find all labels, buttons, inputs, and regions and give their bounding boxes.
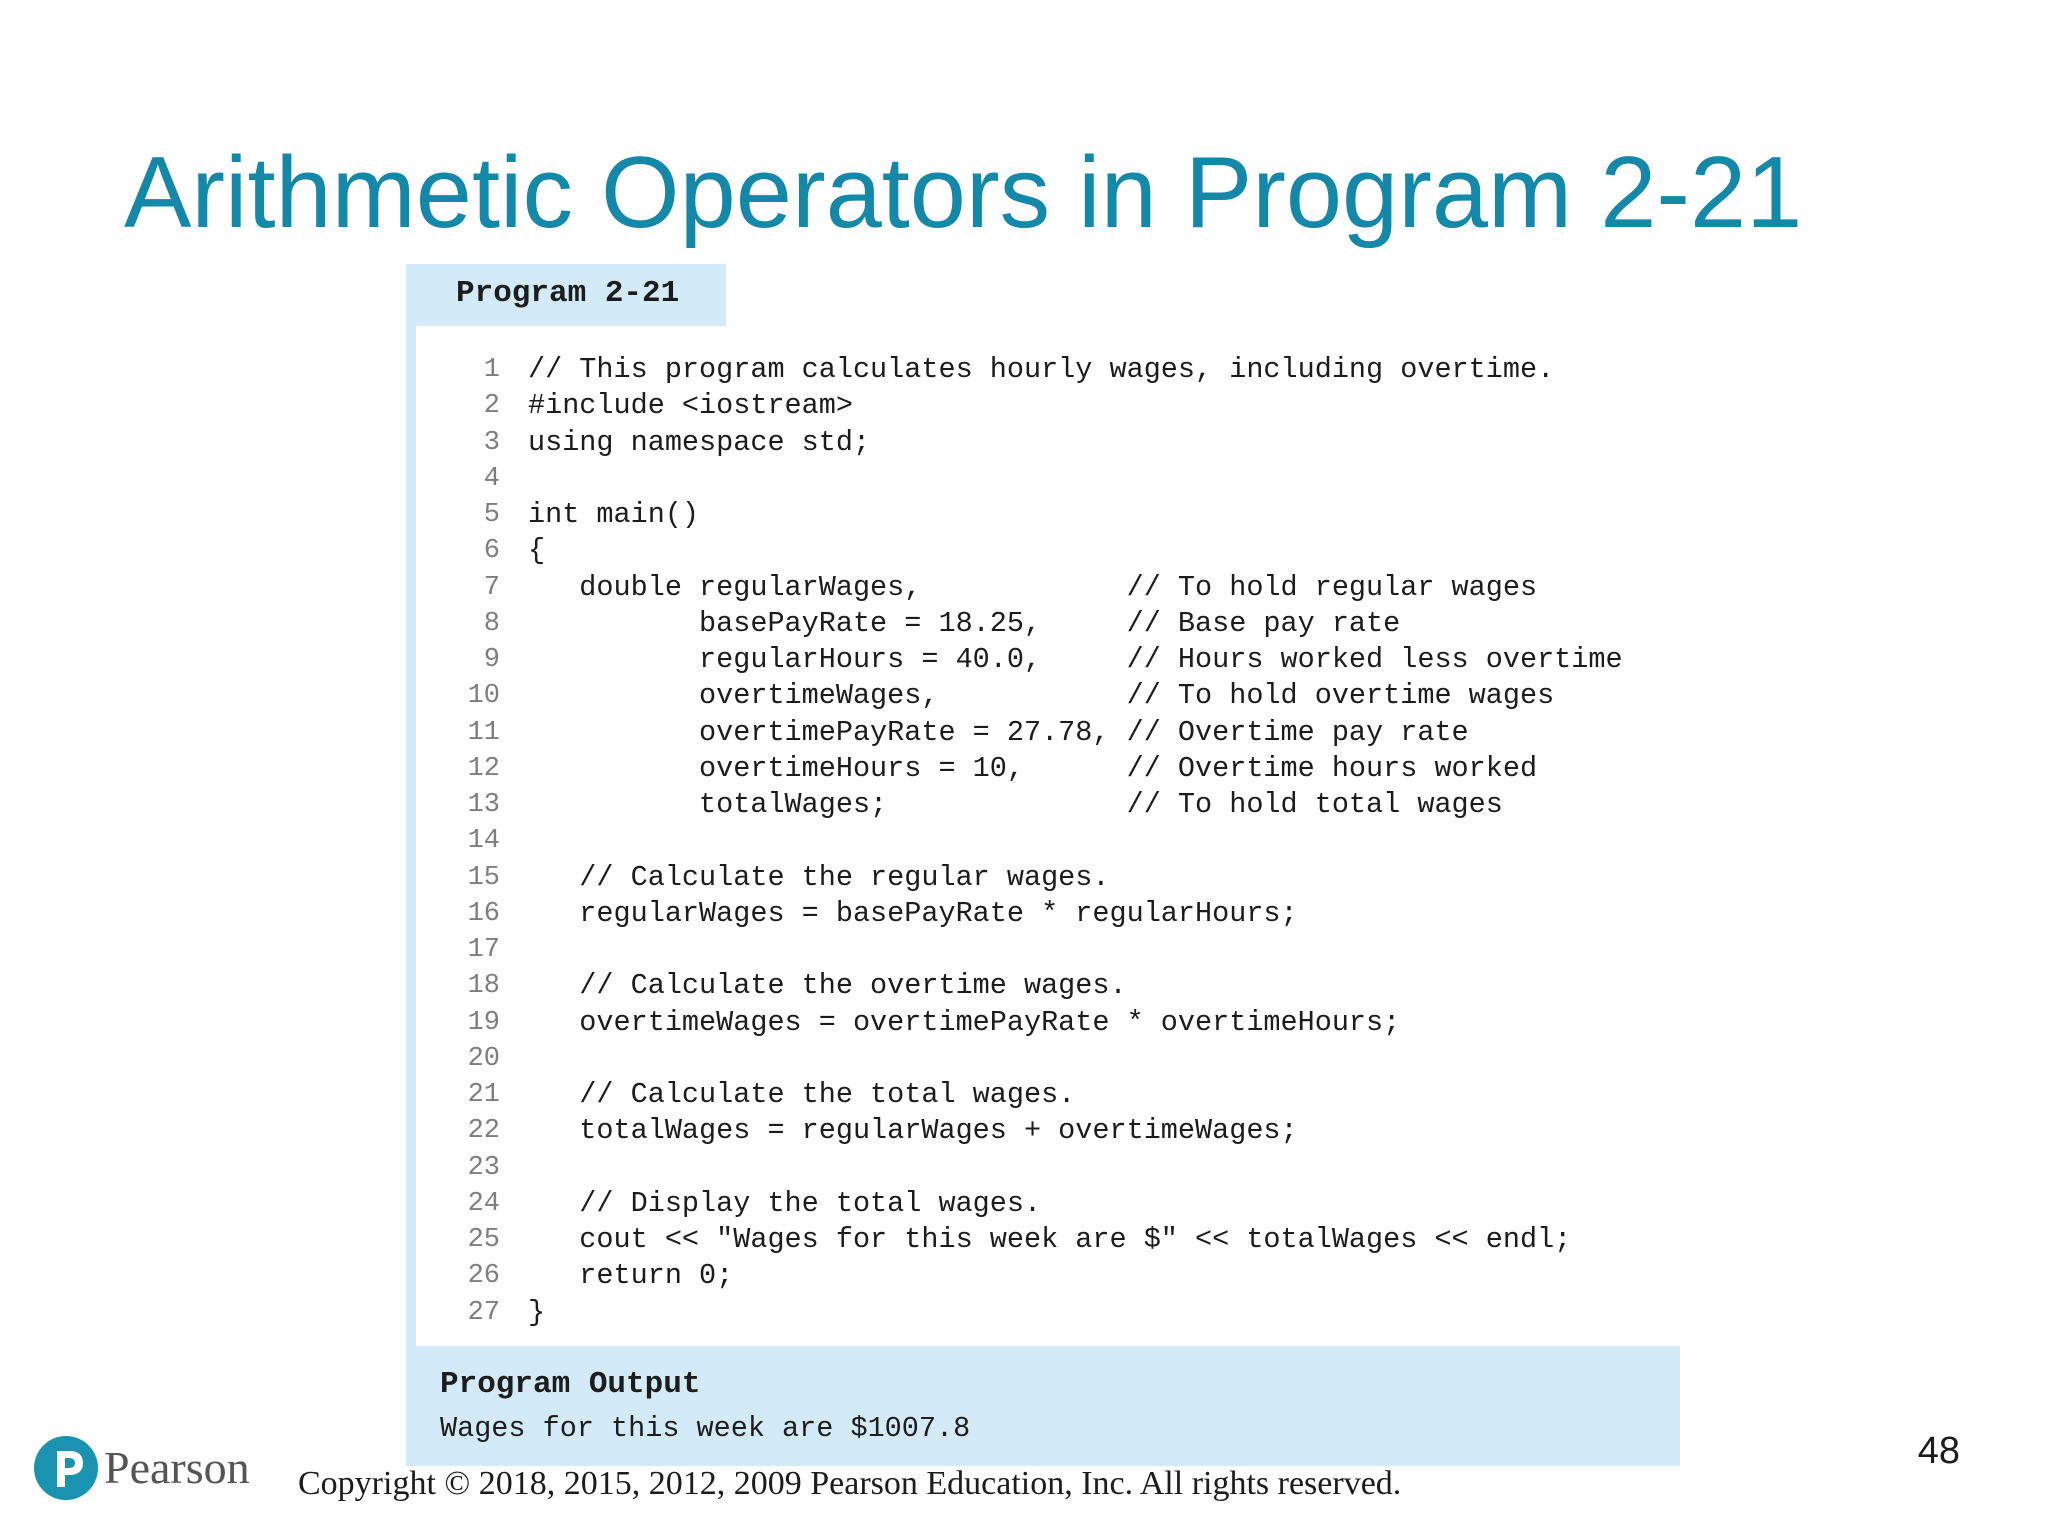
code-line xyxy=(416,751,1680,787)
code-text: int main() xyxy=(528,498,700,531)
code-line xyxy=(416,823,1680,859)
code-line xyxy=(416,1222,1680,1258)
code-text: overtimePayRate = 27.78, // Overtime pay rate xyxy=(528,715,1469,749)
code-line xyxy=(416,1186,1680,1222)
code-text: { xyxy=(528,534,546,568)
code-line xyxy=(416,1113,1680,1149)
line-number: 3 xyxy=(483,427,500,458)
line-number: 7 xyxy=(483,572,500,603)
line-number: 4 xyxy=(483,463,500,494)
line-number: 8 xyxy=(483,608,500,639)
line-number: 16 xyxy=(467,898,500,929)
program-tab xyxy=(406,264,726,326)
code-line xyxy=(416,787,1680,823)
line-number: 14 xyxy=(467,826,500,857)
code-text: using namespace std; xyxy=(528,425,871,459)
line-number: 23 xyxy=(467,1152,500,1183)
code-line xyxy=(416,570,1680,606)
code-text: overtimeWages = overtimePayRate * overtimeHours; xyxy=(528,1005,1401,1039)
line-number: 1 xyxy=(483,355,500,385)
code-text: return 0; xyxy=(528,1259,734,1293)
code-line xyxy=(416,1150,1680,1186)
code-line xyxy=(416,352,1680,388)
line-number: 6 xyxy=(483,536,500,567)
code-line xyxy=(416,497,1680,533)
line-number: 19 xyxy=(467,1007,500,1038)
line-number: 10 xyxy=(467,681,500,712)
code-text: // Display the total wages. xyxy=(528,1186,1042,1220)
code-text: double regularWages, // To hold regular wages xyxy=(528,570,1538,604)
line-number: 20 xyxy=(467,1043,500,1074)
code-text: regularHours = 40.0, // Hours worked less overtime xyxy=(528,643,1623,676)
line-number: 24 xyxy=(467,1188,500,1219)
code-text: // This program calculates hourly wages, including overtime. xyxy=(528,353,1555,386)
code-line xyxy=(416,896,1680,932)
code-text: totalWages = regularWages + overtimeWages; xyxy=(528,1114,1298,1148)
code-line xyxy=(416,533,1680,569)
line-number: 17 xyxy=(467,935,500,965)
code-text: regularWages = basePayRate * regularHours; xyxy=(528,896,1298,930)
program-tab-label: Program 2-21 xyxy=(456,276,680,311)
line-number: 11 xyxy=(467,717,500,748)
copyright-notice: Copyright © 2018, 2015, 2012, 2009 Pearson Education, Inc. All rights reserved. xyxy=(298,1465,1402,1502)
code-text: basePayRate = 18.25, // Base pay rate xyxy=(528,606,1401,640)
line-number: 9 xyxy=(483,645,500,675)
code-listing xyxy=(416,326,1680,1346)
code-text: totalWages; // To hold total wages xyxy=(528,788,1503,821)
program-output-title: Program Output xyxy=(440,1367,701,1402)
code-line xyxy=(416,968,1680,1004)
code-line xyxy=(416,425,1680,461)
slide-title: Arithmetic Operators in Program 2-21 xyxy=(124,137,1803,249)
line-number: 27 xyxy=(467,1297,500,1328)
code-text: // Calculate the total wages. xyxy=(528,1078,1076,1111)
code-line xyxy=(416,932,1680,968)
code-line xyxy=(416,1041,1680,1077)
code-text: // Calculate the regular wages. xyxy=(528,860,1110,894)
code-text: cout << "Wages for this week are $" << totalWages << endl; xyxy=(528,1223,1572,1256)
code-listing-frame xyxy=(406,326,1680,1346)
code-text: } xyxy=(528,1295,546,1329)
code-line xyxy=(416,388,1680,424)
code-line xyxy=(416,715,1680,751)
line-number: 5 xyxy=(483,500,500,530)
page-number: 48 xyxy=(1917,1430,1960,1472)
line-number: 22 xyxy=(467,1116,500,1147)
code-line xyxy=(416,461,1680,497)
program-output-panel xyxy=(406,1346,1680,1466)
line-number: 18 xyxy=(467,971,500,1002)
code-text: #include <iostream> xyxy=(528,389,853,423)
code-line xyxy=(416,678,1680,714)
line-number: 13 xyxy=(467,790,500,820)
pearson-wordmark: Pearson xyxy=(104,1442,250,1493)
code-text: overtimeWages, // To hold overtime wages xyxy=(528,679,1555,713)
code-line xyxy=(416,1295,1680,1331)
line-number: 25 xyxy=(467,1225,500,1255)
line-number: 15 xyxy=(467,862,500,893)
code-line xyxy=(416,1005,1680,1041)
code-line xyxy=(416,1258,1680,1294)
code-line xyxy=(416,1077,1680,1113)
code-line xyxy=(416,606,1680,642)
code-line xyxy=(416,860,1680,896)
line-number: 2 xyxy=(483,391,500,422)
code-line xyxy=(416,642,1680,678)
program-output-text: Wages for this week are $1007.8 xyxy=(440,1412,971,1445)
pearson-p-logo-icon xyxy=(32,1434,100,1502)
line-number: 26 xyxy=(467,1261,500,1292)
line-number: 21 xyxy=(467,1080,500,1110)
code-text: overtimeHours = 10, // Overtime hours worked xyxy=(528,751,1538,785)
code-text: // Calculate the overtime wages. xyxy=(528,969,1127,1003)
line-number: 12 xyxy=(467,753,500,784)
